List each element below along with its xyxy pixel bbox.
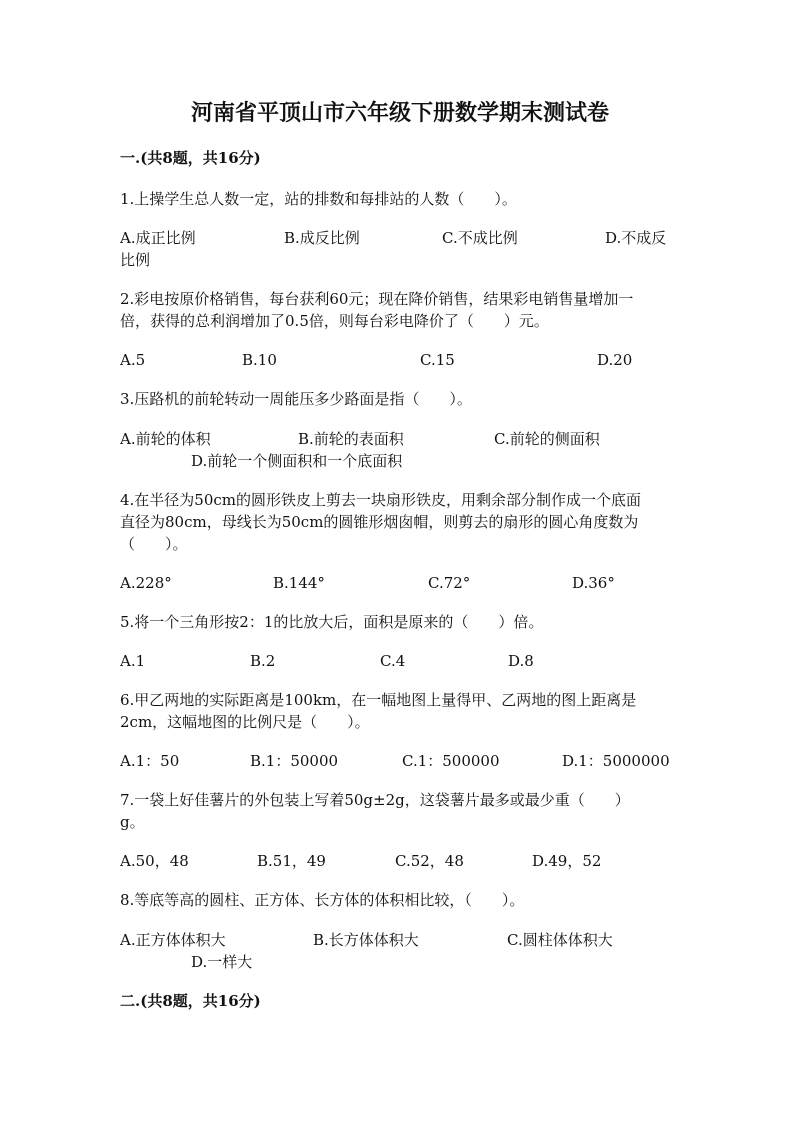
- question-8-stem: 8.等底等高的圆柱、正方体、长方体的体积相比较，（ ）。: [120, 891, 525, 909]
- question-3-option-b[interactable]: B.前轮的表面积: [298, 430, 404, 448]
- question-5-option-b[interactable]: B.2: [250, 652, 276, 670]
- section-heading-2: 二.(共8题，共16分): [120, 992, 261, 1010]
- question-1-option-b[interactable]: B.成反比例: [284, 229, 360, 247]
- question-5-option-c[interactable]: C.4: [380, 652, 406, 670]
- page-title: 河南省平顶山市六年级下册数学期末测试卷: [190, 100, 609, 126]
- question-6-option-c[interactable]: C.1：500000: [402, 752, 500, 770]
- question-8-option-b[interactable]: B.长方体体积大: [313, 931, 419, 949]
- question-6-stem-line2: 2cm，这幅地图的比例尺是（ ）。: [120, 713, 370, 731]
- question-5-option-d[interactable]: D.8: [508, 652, 534, 670]
- question-2-option-b[interactable]: B.10: [242, 351, 277, 369]
- question-2-stem-line1: 2.彩电按原价格销售，每台获利60元；现在降价销售，结果彩电销售量增加一: [120, 290, 634, 308]
- question-5-option-a[interactable]: A.1: [120, 652, 146, 670]
- question-4-stem-line2: 直径为80cm，母线长为50cm的圆锥形烟囱帽，则剪去的扇形的圆心角度数为: [120, 513, 639, 531]
- section-heading-1: 一.(共8题，共16分): [120, 149, 261, 167]
- question-4-stem-line1: 4.在半径为50cm的圆形铁皮上剪去一块扇形铁皮，用剩余部分制作成一个底面: [120, 491, 642, 509]
- question-3-option-a[interactable]: A.前轮的体积: [120, 430, 211, 448]
- question-7-stem-line2: g。: [120, 813, 145, 831]
- question-6-option-d[interactable]: D.1：5000000: [562, 752, 670, 770]
- question-7-option-d[interactable]: D.49，52: [532, 852, 602, 870]
- question-3-option-d[interactable]: D.前轮一个侧面积和一个底面积: [191, 452, 403, 470]
- question-2-stem-line2: 倍，获得的总利润增加了0.5倍，则每台彩电降价了（ ）元。: [120, 312, 549, 330]
- question-4-option-b[interactable]: B.144°: [273, 574, 325, 592]
- question-8-option-c[interactable]: C.圆柱体体积大: [507, 931, 613, 949]
- question-7-option-b[interactable]: B.51，49: [257, 852, 326, 870]
- question-6-option-a[interactable]: A.1：50: [120, 752, 180, 770]
- question-7-option-a[interactable]: A.50，48: [120, 852, 189, 870]
- question-2-option-d[interactable]: D.20: [597, 351, 633, 369]
- question-3-stem: 3.压路机的前轮转动一周能压多少路面是指（ ）。: [120, 390, 472, 408]
- question-2-option-a[interactable]: A.5: [120, 351, 146, 369]
- question-4-option-a[interactable]: A.228°: [120, 574, 172, 592]
- question-8-option-a[interactable]: A.正方体体积大: [120, 931, 226, 949]
- question-6-option-b[interactable]: B.1：50000: [250, 752, 339, 770]
- question-4-stem-line3: （ ）。: [120, 535, 188, 553]
- question-1-option-c[interactable]: C.不成比例: [442, 229, 518, 247]
- question-3-option-c[interactable]: C.前轮的侧面积: [494, 430, 600, 448]
- question-7-option-c[interactable]: C.52，48: [395, 852, 464, 870]
- question-4-option-c[interactable]: C.72°: [428, 574, 471, 592]
- question-4-option-d[interactable]: D.36°: [572, 574, 615, 592]
- question-1-option-d[interactable]: D.不成反: [605, 229, 667, 247]
- question-1-stem: 1.上操学生总人数一定，站的排数和每排站的人数（ ）。: [120, 190, 517, 208]
- question-7-stem-line1: 7.一袋上好佳薯片的外包装上写着50g±2g，这袋薯片最多或最少重（ ）: [120, 791, 630, 809]
- question-1-option-d-continued: 比例: [120, 251, 151, 269]
- question-2-option-c[interactable]: C.15: [420, 351, 455, 369]
- question-1-option-a[interactable]: A.成正比例: [120, 229, 196, 247]
- question-6-stem-line1: 6.甲乙两地的实际距离是100km，在一幅地图上量得甲、乙两地的图上距离是: [120, 691, 637, 709]
- question-8-option-d[interactable]: D.一样大: [191, 953, 253, 971]
- question-5-stem: 5.将一个三角形按2：1的比放大后，面积是原来的（ ）倍。: [120, 613, 544, 631]
